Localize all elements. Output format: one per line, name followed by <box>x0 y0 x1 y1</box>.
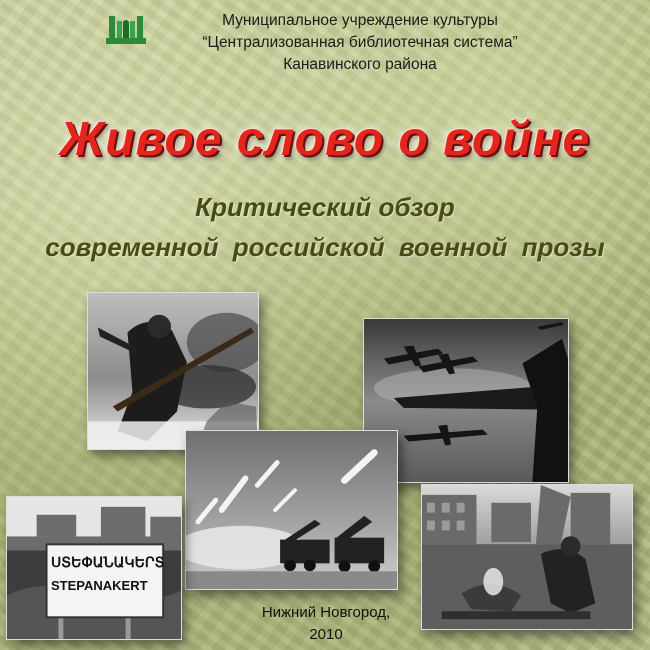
sign-text <box>47 549 165 597</box>
stepanakert-sign-photo <box>6 496 182 640</box>
footer <box>240 602 412 646</box>
org-line-1: Муниципальное учреждение культуры <box>222 12 498 29</box>
org-line-3: Канавинского района <box>283 56 437 73</box>
subtitle-line-2: современной российской военной прозы <box>45 232 605 262</box>
organization-name <box>150 10 570 76</box>
footer-city: Нижний Новгород, <box>261 604 391 621</box>
org-line-2: “Централизованная библиотечная система” <box>202 34 518 51</box>
sign-line-latin: STEPANAKERT <box>51 578 148 593</box>
sign-line-armenian: ՍՏԵՓԱՆԱԿԵՐՏ <box>51 554 165 570</box>
subtitle-line-1: Критический обзор <box>195 192 455 222</box>
library-books-icon <box>104 12 148 46</box>
footer-year: 2010 <box>309 626 343 643</box>
soldier-charge-photo <box>87 292 259 450</box>
rocket-launchers-photo <box>185 430 398 590</box>
ruined-city-soldier-photo <box>421 484 633 630</box>
main-title: Живое слово о войне <box>59 113 591 166</box>
header <box>104 8 624 78</box>
